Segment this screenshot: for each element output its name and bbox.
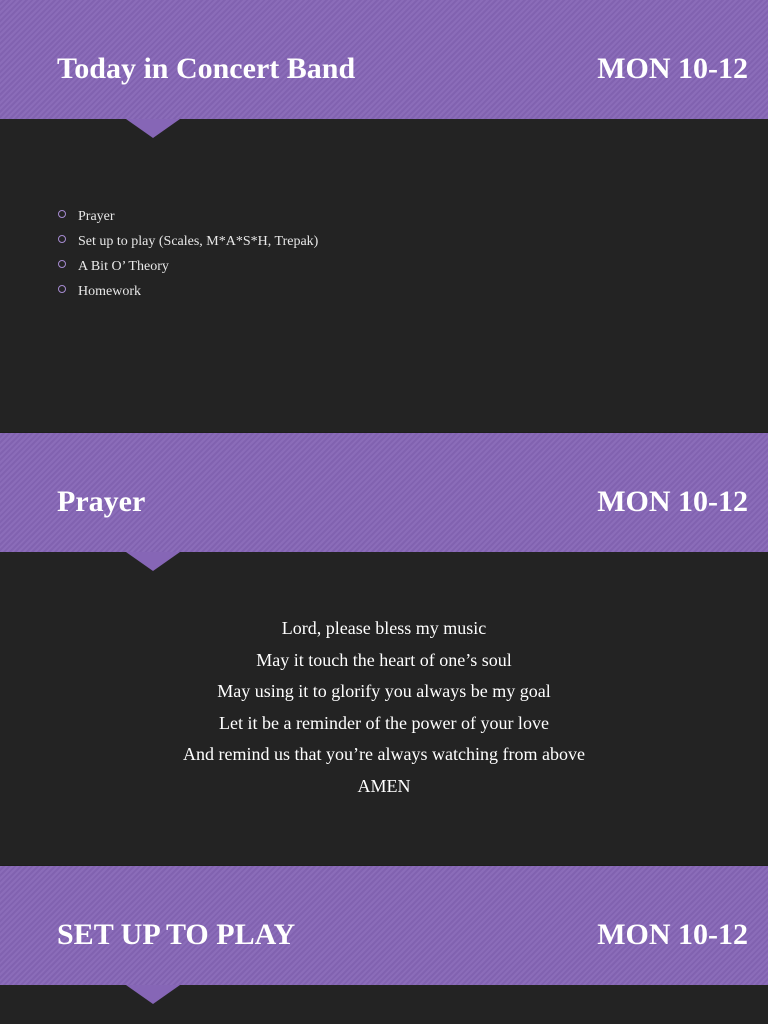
title-banner: [0, 0, 768, 119]
slide-prayer: [0, 433, 768, 865]
list-item: [58, 281, 318, 306]
prayer-line: And remind us that you’re always watching from above: [183, 744, 585, 765]
slide-title: Today in Concert Band: [57, 52, 356, 85]
banner-pointer: [126, 552, 180, 571]
slide-title: Prayer: [57, 485, 146, 518]
title-banner: [0, 433, 768, 552]
list-item-label: A Bit O’ Theory: [78, 259, 169, 274]
prayer-line: May using it to glorify you always be my goal: [217, 681, 551, 702]
prayer-line: May it touch the heart of one’s soul: [256, 649, 512, 670]
agenda-list: [58, 206, 318, 306]
slide-set-up-to-play: [0, 866, 768, 1024]
slide-date: MON 10-12: [597, 485, 748, 518]
list-item: [58, 256, 318, 281]
prayer-text: [0, 613, 768, 803]
circle-bullet-icon: [58, 285, 66, 293]
circle-bullet-icon: [58, 235, 66, 243]
banner-pointer: [126, 119, 180, 138]
circle-bullet-icon: [58, 260, 66, 268]
slide-today-in-concert-band: [0, 0, 768, 432]
prayer-line: AMEN: [357, 775, 411, 796]
slide-date: MON 10-12: [597, 918, 748, 951]
slide-date: MON 10-12: [597, 52, 748, 85]
list-item: [58, 231, 318, 256]
banner-pointer: [126, 985, 180, 1004]
prayer-line: Let it be a reminder of the power of your love: [219, 712, 549, 733]
circle-bullet-icon: [58, 210, 66, 218]
prayer-line: Lord, please bless my music: [281, 618, 487, 638]
title-banner: [0, 866, 768, 985]
slide-title: SET UP TO PLAY: [57, 918, 296, 951]
list-item-label: Homework: [78, 284, 141, 299]
list-item: [58, 206, 318, 231]
list-item-label: Set up to play (Scales, M*A*S*H, Trepak): [78, 234, 319, 249]
list-item-label: Prayer: [78, 209, 115, 224]
